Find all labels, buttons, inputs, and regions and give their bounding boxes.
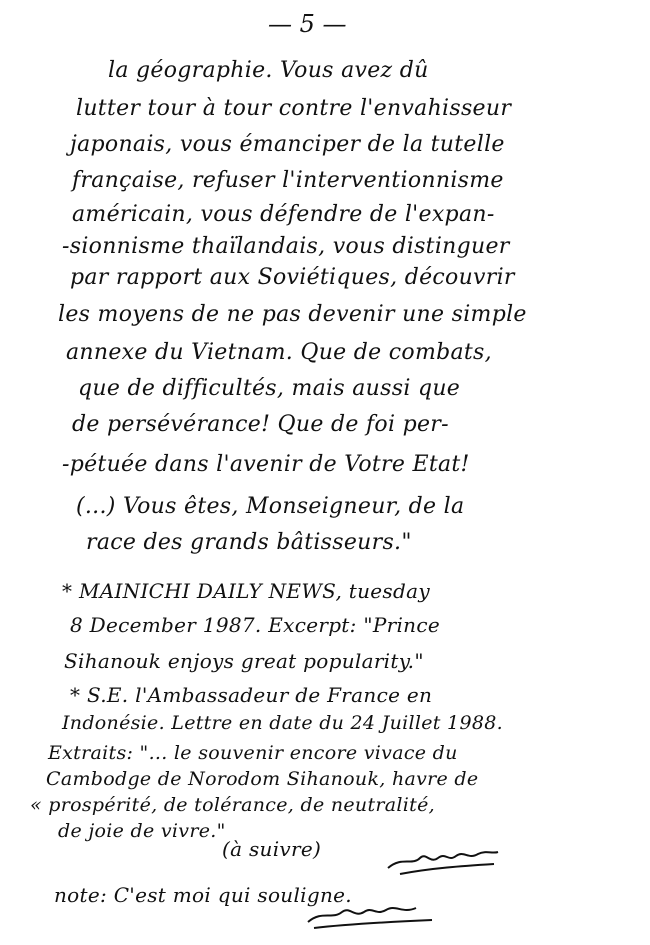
text-line-9: annexe du Vietnam. Que de combats,	[66, 340, 492, 365]
text-line-16: 8 December 1987. Excerpt: "Prince	[70, 613, 440, 637]
text-line-12: -pétuée dans l'avenir de Votre Etat!	[62, 452, 470, 477]
text-line-8: les moyens de ne pas devenir une simple	[58, 302, 527, 327]
text-line-15: * MAINICHI DAILY NEWS, tuesday	[62, 579, 430, 603]
to-be-continued: (à suivre)	[222, 837, 322, 861]
text-line-3: japonais, vous émanciper de la tutelle	[70, 132, 505, 157]
signature-mark-1	[382, 838, 502, 878]
text-line-19: Indonésie. Lettre en date du 24 Juillet 1988.	[62, 712, 503, 734]
text-line-11: de persévérance! Que de foi per-	[72, 412, 449, 437]
text-line-23: de joie de vivre."	[58, 820, 226, 842]
text-line-21: Cambodge de Norodom Sihanouk, havre de	[46, 768, 479, 790]
text-line-6: -sionnisme thaïlandais, vous distinguer	[62, 234, 510, 259]
text-line-7: par rapport aux Soviétiques, découvrir	[70, 265, 515, 290]
text-line-5: américain, vous défendre de l'expan-	[72, 202, 495, 227]
text-line-20: Extraits: "... le souvenir encore vivace du	[48, 742, 458, 764]
text-line-2: lutter tour à tour contre l'envahisseur	[76, 96, 512, 121]
text-line-22: « prospérité, de tolérance, de neutralité,	[30, 794, 435, 816]
text-line-14: race des grands bâtisseurs."	[86, 530, 412, 555]
text-line-18: * S.E. l'Ambassadeur de France en	[70, 683, 433, 707]
page-number: — 5 —	[268, 10, 347, 38]
signature-mark-2	[300, 898, 440, 932]
text-line-1: la géographie. Vous avez dû	[108, 58, 429, 83]
text-line-4: française, refuser l'interventionnisme	[72, 168, 504, 193]
footnote-line: note: C'est moi qui souligne.	[54, 883, 352, 907]
text-line-10: que de difficultés, mais aussi que	[78, 376, 461, 401]
text-line-13: (...) Vous êtes, Monseigneur, de la	[76, 494, 465, 519]
text-line-17: Sihanouk enjoys great popularity."	[64, 649, 424, 673]
